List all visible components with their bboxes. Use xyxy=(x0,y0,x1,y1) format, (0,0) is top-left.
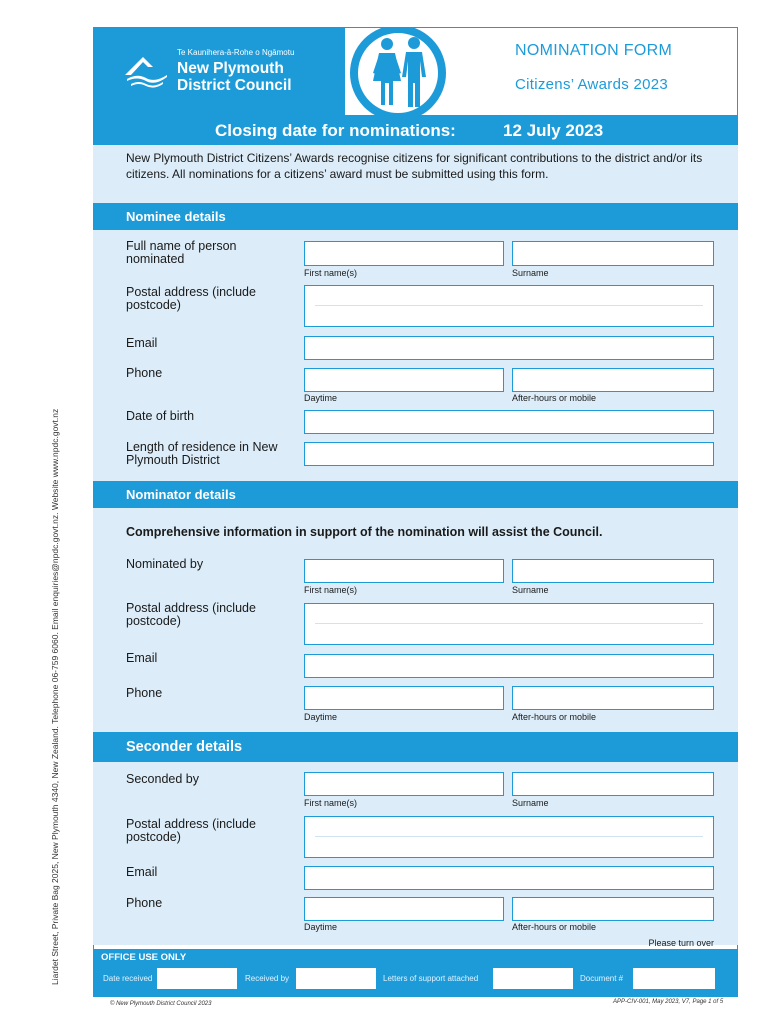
nominee-email-input[interactable] xyxy=(304,336,714,360)
seconder-phone-afterhours-input[interactable] xyxy=(512,897,714,921)
closing-date-banner xyxy=(93,115,738,145)
seconder-email-input[interactable] xyxy=(304,866,714,890)
nominee-residence-input[interactable] xyxy=(304,442,714,466)
nominee-postal-input[interactable] xyxy=(304,285,714,327)
nominee-residence-label: Length of residence in New Plymouth District xyxy=(126,440,278,467)
seconder-surname-caption: Surname xyxy=(512,798,549,808)
footer-doc-ref: APP-CIV-001, May 2023, V7, Page 1 of 5 xyxy=(613,999,724,1005)
footer-copyright: © New Plymouth District Council 2023 xyxy=(110,1001,212,1007)
nominee-first-name-input[interactable] xyxy=(304,241,504,266)
seconder-afterhours-caption: After-hours or mobile xyxy=(512,922,597,932)
nominee-section-header: Nominee details xyxy=(93,203,738,230)
seconded-by-label: Seconded by xyxy=(126,772,199,786)
seconder-phone-daytime-input[interactable] xyxy=(304,897,504,921)
nominator-surname-input[interactable] xyxy=(512,559,714,583)
nominator-daytime-caption: Daytime xyxy=(304,712,338,722)
office-use-panel xyxy=(93,949,738,997)
letters-support-input[interactable] xyxy=(493,968,573,989)
nominator-email-label: Email xyxy=(126,651,158,665)
nominated-by-label: Nominated by xyxy=(126,557,204,571)
npdc-logo-icon xyxy=(123,51,169,91)
header xyxy=(93,27,738,115)
seconder-postal-input[interactable] xyxy=(304,816,714,858)
nominator-afterhours-caption: After-hours or mobile xyxy=(512,712,597,722)
logo-title-line1: New Plymouth xyxy=(177,60,284,77)
nominator-email-input[interactable] xyxy=(304,654,714,678)
seconder-daytime-caption: Daytime xyxy=(304,922,338,932)
nominator-phone-label: Phone xyxy=(126,686,163,700)
seconder-postal-label: Postal address (include postcode) xyxy=(126,817,256,844)
seconder-first-name-caption: First name(s) xyxy=(304,798,358,808)
nominee-afterhours-caption: After-hours or mobile xyxy=(512,393,597,403)
closing-date-label: Closing date for nominations: xyxy=(215,121,456,140)
seconder-surname-input[interactable] xyxy=(512,772,714,796)
nominator-phone-daytime-input[interactable] xyxy=(304,686,504,710)
logo-title-line2: District Council xyxy=(177,77,292,94)
form-subtitle: Citizens’ Awards 2023 xyxy=(515,76,669,93)
closing-date-value: 12 July 2023 xyxy=(503,121,604,140)
nominator-section-header: Nominator details xyxy=(93,481,738,508)
please-turn-over: Please turn over xyxy=(648,938,714,948)
seconder-section-header: Seconder details xyxy=(93,732,738,762)
nominee-phone-afterhours-input[interactable] xyxy=(512,368,714,392)
nominee-postal-label: Postal address (include postcode) xyxy=(126,285,256,312)
council-logo xyxy=(93,27,345,115)
nominee-first-name-caption: First name(s) xyxy=(304,268,358,278)
nominee-daytime-caption: Daytime xyxy=(304,393,338,403)
seconder-phone-label: Phone xyxy=(126,896,163,910)
date-received-input[interactable] xyxy=(157,968,237,989)
received-by-input[interactable] xyxy=(296,968,376,989)
nominee-dob-label: Date of birth xyxy=(126,409,195,423)
seconder-first-name-input[interactable] xyxy=(304,772,504,796)
logo-subtitle: Te Kaunihera-ā-Rohe o Ngāmotu xyxy=(177,48,295,57)
nominee-surname-caption: Surname xyxy=(512,268,549,278)
nominator-first-name-input[interactable] xyxy=(304,559,504,583)
nominator-phone-afterhours-input[interactable] xyxy=(512,686,714,710)
nominator-surname-caption: Surname xyxy=(512,585,549,595)
received-by-label: Received by xyxy=(245,974,290,983)
nominee-email-label: Email xyxy=(126,336,158,350)
nominator-postal-label: Postal address (include postcode) xyxy=(126,601,256,628)
document-number-input[interactable] xyxy=(633,968,715,989)
nominator-note: Comprehensive information in support of the nomination will assist the Council. xyxy=(126,525,603,539)
nominee-dob-input[interactable] xyxy=(304,410,714,434)
nominee-phone-daytime-input[interactable] xyxy=(304,368,504,392)
nominee-surname-input[interactable] xyxy=(512,241,714,266)
form-title: NOMINATION FORM xyxy=(515,42,673,59)
nominee-phone-label: Phone xyxy=(126,366,163,380)
document-number-label: Document # xyxy=(580,974,624,983)
logo-title xyxy=(177,60,292,94)
nominee-full-name-label: Full name of person nominated xyxy=(126,239,237,266)
intro-text: New Plymouth District Citizens’ Awards recognise citizens for significant contributions to the district and/or its citizens. All nominations for a citizens’ award must be submitted using this form. xyxy=(126,151,703,181)
date-received-label: Date received xyxy=(103,974,153,983)
seconder-email-label: Email xyxy=(126,865,158,879)
office-use-title: OFFICE USE ONLY xyxy=(101,952,187,963)
council-contact-details: Liardet Street, Private Bag 2025, New Plymouth 4340, New Zealand. Telephone 06-759 6060. Email enquiries@npdc.govt.nz. Website www.npdc.govt.nz xyxy=(50,408,60,985)
nominator-postal-input[interactable] xyxy=(304,603,714,645)
nominator-first-name-caption: First name(s) xyxy=(304,585,358,595)
citizens-people-icon xyxy=(349,27,447,115)
letters-support-label: Letters of support attached xyxy=(383,974,479,983)
